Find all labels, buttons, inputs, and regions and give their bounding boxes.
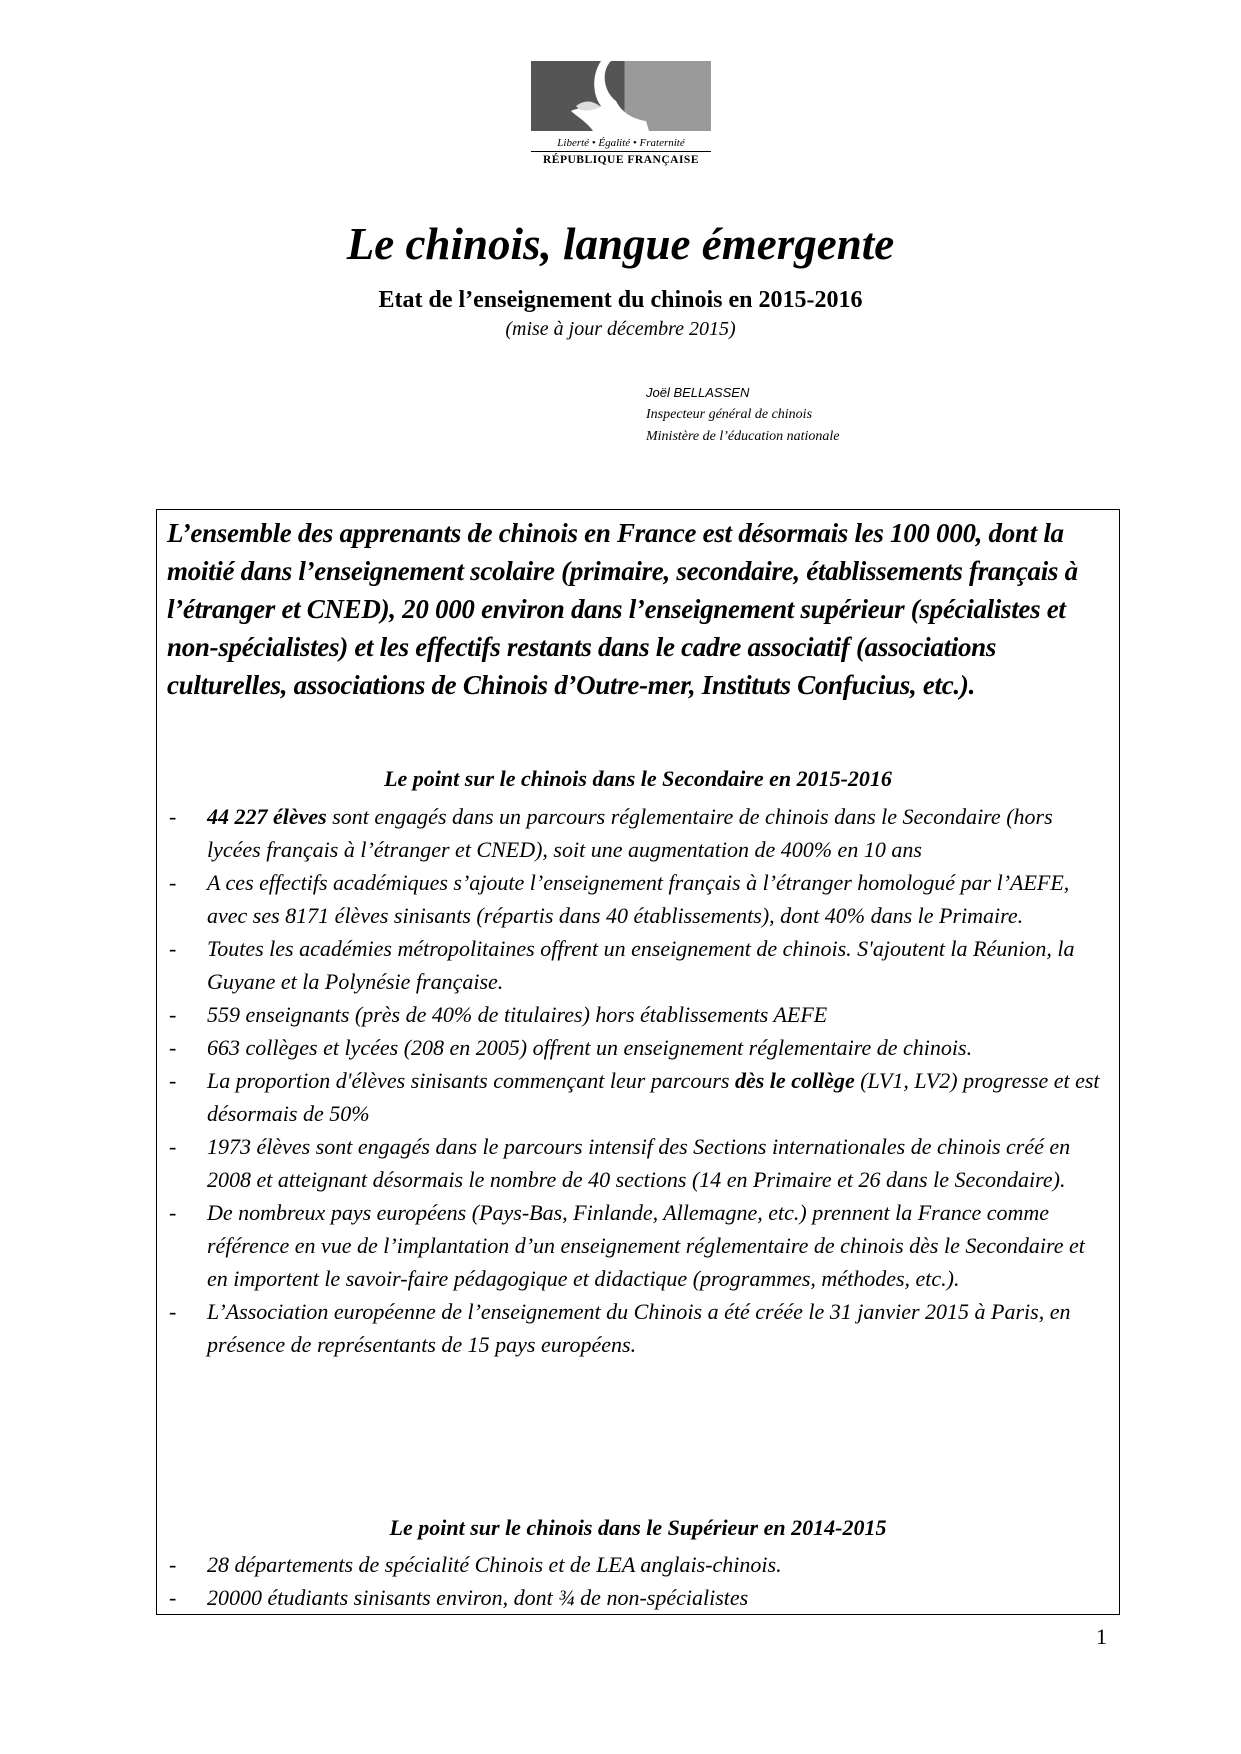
list-item bbox=[157, 1196, 1107, 1295]
secondaire-heading: Le point sur le chinois dans le Secondaire en 2015-2016 bbox=[384, 766, 892, 791]
author-role: Inspecteur général de chinois bbox=[646, 407, 813, 422]
highlight: 44 227 élèves bbox=[207, 804, 327, 829]
republique-francaise-logo bbox=[531, 61, 711, 166]
document-title: Le chinois, langue émergente bbox=[346, 219, 895, 269]
author-name: Joël BELLASSEN bbox=[646, 385, 750, 400]
dash: - bbox=[169, 936, 177, 961]
highlight: dès le collège bbox=[734, 1068, 855, 1093]
item-text: (LV1, LV2) progresse et est désormais de 50% bbox=[207, 1068, 1100, 1126]
page-number: 1 bbox=[1096, 1624, 1107, 1649]
item-text: 1973 élèves sont engagés dans le parcours intensif des Sections internationales de chinois créé en 2008 et atteignant désormais le nombre de 40 sections (14 en Primaire et 26 dans le Secondaire). bbox=[207, 1134, 1071, 1192]
item-text: 559 enseignants (près de 40% de titulaires) hors établissements AEFE bbox=[207, 1002, 828, 1027]
item-text: L’Association européenne de l’enseignement du Chinois a été créée le 31 janvier 2015 à Paris, en présence de représentants de 15 pays européens. bbox=[207, 1299, 1071, 1357]
list-item bbox=[157, 1581, 1107, 1614]
list-item bbox=[157, 1064, 1107, 1130]
dash: - bbox=[169, 1068, 177, 1093]
dash: - bbox=[169, 1552, 177, 1577]
logo-motto: Liberté • Égalité • Fraternité bbox=[531, 137, 711, 152]
secondaire-list bbox=[157, 800, 1107, 1361]
marianne-emblem bbox=[531, 61, 711, 131]
dash: - bbox=[169, 1035, 177, 1060]
dash: - bbox=[169, 804, 177, 829]
list-item bbox=[157, 1130, 1107, 1196]
superieur-heading: Le point sur le chinois dans le Supérieur en 2014-2015 bbox=[389, 1515, 887, 1540]
dash: - bbox=[169, 1134, 177, 1159]
item-text: 28 départements de spécialité Chinois et de LEA anglais-chinois. bbox=[207, 1552, 782, 1577]
dash: - bbox=[169, 870, 177, 895]
logo-name: RÉPUBLIQUE FRANÇAISE bbox=[542, 154, 699, 166]
item-text: Toutes les académies métropolitaines offrent un enseignement de chinois. S'ajoutent la Réunion, la Guyane et la Polynésie française. bbox=[207, 936, 1075, 994]
dash: - bbox=[169, 1200, 177, 1225]
item-text: A ces effectifs académiques s’ajoute l’enseignement français à l’étranger homologué par l’AEFE, avec ses 8171 élèves sinisants (répartis dans 40 établissements), dont 40% dans le Primaire. bbox=[207, 870, 1070, 928]
dash: - bbox=[169, 1585, 177, 1610]
item-text: 20000 étudiants sinisants environ, dont ¾ de non-spécialistes bbox=[207, 1585, 749, 1610]
list-item bbox=[157, 1031, 1107, 1064]
author-block bbox=[646, 382, 840, 448]
dash: - bbox=[169, 1002, 177, 1027]
document-subtitle: Etat de l’enseignement du chinois en 2015-2016 bbox=[378, 287, 863, 313]
summary-box bbox=[156, 509, 1120, 1615]
dash: - bbox=[169, 1299, 177, 1324]
item-text: La proportion d'élèves sinisants commençant leur parcours bbox=[207, 1068, 735, 1093]
author-org: Ministère de l’éducation nationale bbox=[646, 429, 840, 444]
list-item bbox=[157, 932, 1107, 998]
list-item bbox=[157, 1295, 1107, 1361]
list-item bbox=[157, 998, 1107, 1031]
list-item bbox=[157, 866, 1107, 932]
list-item bbox=[157, 1548, 1107, 1581]
superieur-list bbox=[157, 1548, 1107, 1614]
update-date: (mise à jour décembre 2015) bbox=[505, 318, 736, 340]
list-item bbox=[157, 800, 1107, 866]
intro-paragraph: L’ensemble des apprenants de chinois en France est désormais les 100 000, dont la moitié dans l’enseignement scolaire (primaire, secondaire, établissements français à l’étranger et CNED), 20 000 environ dans l’enseignement supérieur (spécialistes et non-spécialistes) et les effectifs restants dans le cadre associatif (associations culturelles, associations de Chinois d’Outre-mer, Instituts Confucius, etc.). bbox=[167, 518, 1078, 700]
item-text: 663 collèges et lycées (208 en 2005) offrent un enseignement réglementaire de chinois. bbox=[207, 1035, 973, 1060]
item-text: De nombreux pays européens (Pays-Bas, Finlande, Allemagne, etc.) prennent la France comme référence en vue de l’implantation d’un enseignement réglementaire de chinois dès le Secondaire et en importent le savoir-faire pédagogique et didactique (programmes, méthodes, etc.). bbox=[207, 1200, 1085, 1291]
item-text: sont engagés dans un parcours réglementaire de chinois dans le Secondaire (hors lycées français à l’étranger et CNED), soit une augmentation de 400% en 10 ans bbox=[207, 804, 1053, 862]
